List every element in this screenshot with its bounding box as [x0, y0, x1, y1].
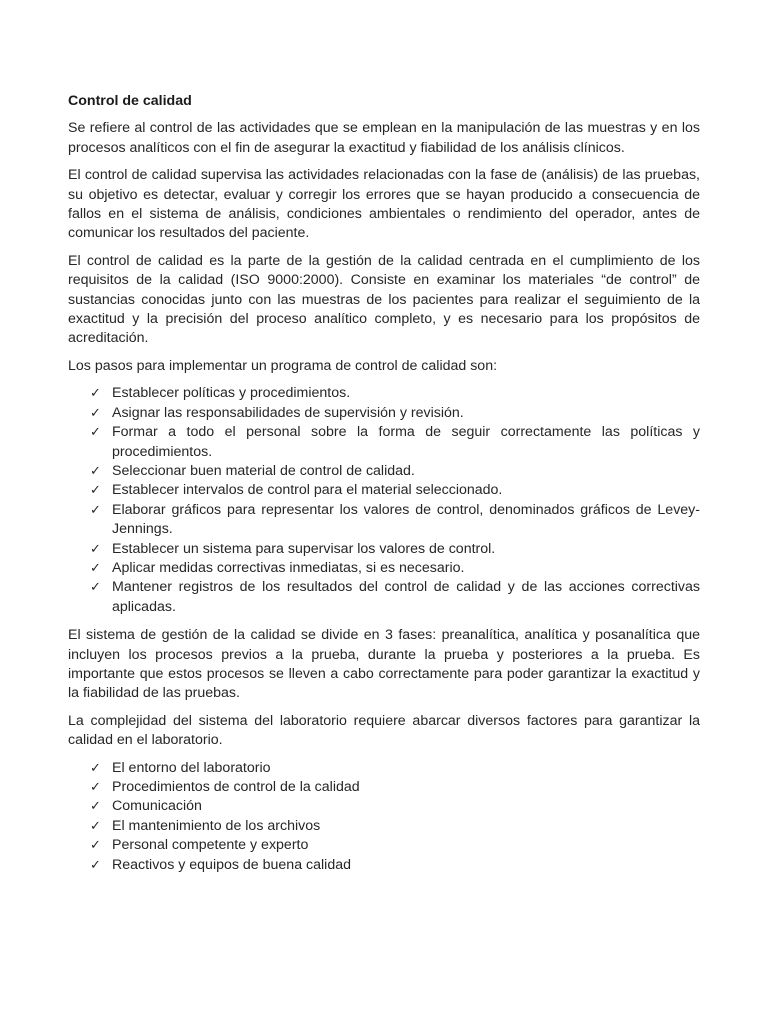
- checkmark-icon: ✓: [90, 405, 101, 421]
- list-item: ✓ El entorno del laboratorio: [90, 759, 700, 778]
- paragraph-1: Se refiere al control de las actividades que se emplean en la manipulación de las muestras y en los procesos analíticos con el fin de asegurar la exactitud y fiabilidad de los análisis clínicos.: [68, 120, 700, 156]
- paragraph-3: El control de calidad es la parte de la gestión de la calidad centrada en el cumplimiento de los requisitos de la calidad (ISO 9000:2000). Consiste en examinar los materiales “de control” de sustancias conocidas junto con las muestras de los pacientes para realizar el seguimiento de la exactitud y la precisión del proceso analítico completo, y es necesario para los propósitos de acreditación.: [68, 252, 700, 347]
- checkmark-icon: ✓: [90, 580, 101, 596]
- list-item: ✓ Procedimientos de control de la calidad: [90, 778, 700, 797]
- list-item: ✓ Reactivos y equipos de buena calidad: [90, 856, 700, 875]
- steps-checklist: [68, 384, 700, 617]
- checkmark-icon: ✓: [90, 818, 101, 834]
- checkmark-icon: ✓: [90, 560, 101, 576]
- list-item: ✓ Asignar las responsabilidades de supervisión y revisión.: [90, 404, 700, 423]
- checkmark-icon: ✓: [90, 463, 101, 479]
- paragraph-2: El control de calidad supervisa las actividades relacionadas con la fase de (análisis) de las pruebas, su objetivo es detectar, evaluar y corregir los errores que se hayan producido a consecuencia de fallos en el sistema de análisis, condiciones ambientales o rendimiento del operador, antes de comunicar los resultados del paciente.: [68, 167, 700, 242]
- list-item: ✓ Establecer políticas y procedimientos.: [90, 384, 700, 403]
- list-item: ✓ Establecer un sistema para supervisar los valores de control.: [90, 540, 700, 559]
- document-page: [68, 92, 700, 884]
- checkmark-icon: ✓: [90, 541, 101, 557]
- list-item: ✓ El mantenimiento de los archivos: [90, 817, 700, 836]
- paragraph-6: La complejidad del sistema del laboratorio requiere abarcar diversos factores para garantizar la calidad en el laboratorio.: [68, 712, 700, 749]
- list-item: ✓ Aplicar medidas correctivas inmediatas, si es necesario.: [90, 559, 700, 578]
- factors-checklist: [68, 759, 700, 875]
- section-title: Control de calidad: [68, 93, 192, 109]
- list-item: ✓ Personal competente y experto: [90, 836, 700, 855]
- list-item: ✓ Establecer intervalos de control para el material seleccionado.: [90, 481, 700, 500]
- checkmark-icon: ✓: [90, 760, 101, 776]
- checkmark-icon: ✓: [90, 857, 101, 873]
- checkmark-icon: ✓: [90, 838, 101, 854]
- checkmark-icon: ✓: [90, 502, 101, 518]
- list-item: ✓ Mantener registros de los resultados del control de calidad y de las acciones correctivas aplicadas.: [90, 579, 700, 615]
- checkmark-icon: ✓: [90, 780, 101, 795]
- list-item: ✓ Formar a todo el personal sobre la forma de seguir correctamente las políticas y procedimientos.: [90, 424, 700, 460]
- list-item: ✓ Seleccionar buen material de control de calidad.: [90, 462, 700, 481]
- paragraph-4: Los pasos para implementar un programa de control de calidad son:: [68, 357, 498, 374]
- checkmark-icon: ✓: [90, 386, 101, 402]
- list-item: ✓ Comunicación: [90, 797, 700, 816]
- checkmark-icon: ✓: [90, 483, 101, 499]
- checkmark-icon: ✓: [90, 425, 101, 441]
- list-item: ✓ Elaborar gráficos para representar los valores de control, denominados gráficos de Levey-Jennings.: [90, 501, 700, 538]
- checkmark-icon: ✓: [90, 799, 101, 815]
- paragraph-5: El sistema de gestión de la calidad se divide en 3 fases: preanalítica, analítica y posanalítica que incluyen los procesos previos a la prueba, durante la prueba y posteriores a la prueba. Es importante que estos procesos se lleven a cabo correctamente para poder garantizar la exactitud y la fiabilidad de las pruebas.: [68, 627, 700, 702]
